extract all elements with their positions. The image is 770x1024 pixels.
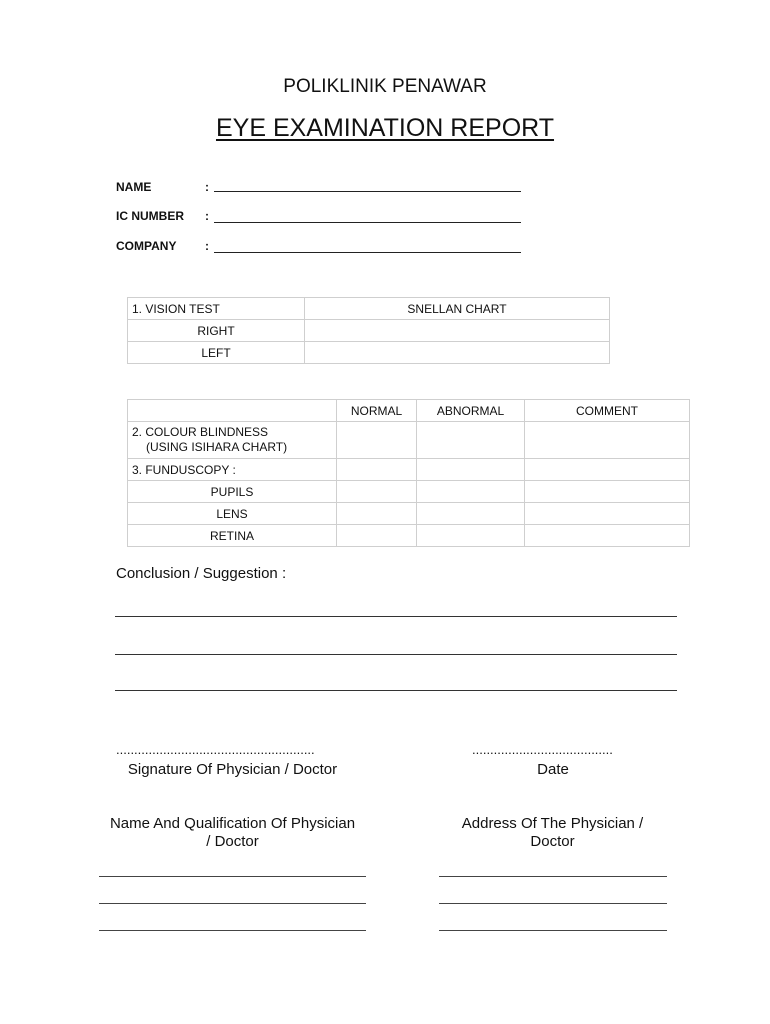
name-qualification-line-c[interactable] [99, 930, 366, 931]
address-label [440, 815, 665, 851]
retina-abnormal-cell[interactable] [417, 525, 525, 547]
retina-label: RETINA [128, 525, 337, 547]
name-qualification-line-a[interactable] [99, 876, 366, 877]
ic-colon: : [205, 209, 209, 223]
normal-header: NORMAL [337, 400, 417, 422]
ic-number-field[interactable] [214, 208, 521, 223]
address-line-c[interactable] [439, 930, 667, 931]
company-label: COMPANY [116, 239, 177, 253]
right-eye-value[interactable] [305, 320, 610, 342]
colour-blindness-title: 2. COLOUR BLINDNESS [132, 425, 269, 439]
date-dotted-line[interactable]: ....................................... [472, 742, 613, 757]
conclusion-label: Conclusion / Suggestion : [116, 565, 287, 582]
conclusion-line-2[interactable] [115, 654, 677, 655]
exam-table [127, 399, 690, 547]
pupils-normal-cell[interactable] [337, 481, 417, 503]
exam-header-blank [128, 400, 337, 422]
vision-test-table [127, 297, 610, 364]
pupils-abnormal-cell[interactable] [417, 481, 525, 503]
pupils-label: PUPILS [128, 481, 337, 503]
date-label: Date [537, 761, 569, 778]
name-qualification-line-b[interactable] [99, 903, 366, 904]
funduscopy-normal-cell[interactable] [337, 459, 417, 481]
colour-comment-cell[interactable] [525, 422, 690, 459]
lens-comment-cell[interactable] [525, 503, 690, 525]
ic-label: IC NUMBER [116, 209, 184, 223]
colour-abnormal-cell[interactable] [417, 422, 525, 459]
clinic-name: POLIKLINIK PENAWAR [283, 76, 487, 97]
left-eye-value[interactable] [305, 342, 610, 364]
signature-dotted-line[interactable]: ....................................................... [116, 742, 315, 757]
colour-blindness-subtitle: (USING ISIHARA CHART) [146, 440, 288, 454]
address-line-2: Doctor [530, 833, 575, 850]
name-field[interactable] [214, 178, 521, 192]
funduscopy-abnormal-cell[interactable] [417, 459, 525, 481]
snellan-chart-header: SNELLAN CHART [305, 298, 610, 320]
comment-header: COMMENT [525, 400, 690, 422]
address-line-b[interactable] [439, 903, 667, 904]
conclusion-line-3[interactable] [115, 690, 677, 691]
name-qualification-line-1: Name And Qualification Of Physician [109, 815, 356, 832]
lens-label: LENS [128, 503, 337, 525]
vision-test-header: 1. VISION TEST [128, 298, 305, 320]
lens-abnormal-cell[interactable] [417, 503, 525, 525]
right-eye-label: RIGHT [128, 320, 305, 342]
physician-signature-label: Signature Of Physician / Doctor [127, 761, 338, 778]
funduscopy-comment-cell[interactable] [525, 459, 690, 481]
abnormal-header: ABNORMAL [417, 400, 525, 422]
name-label: NAME [116, 180, 152, 194]
company-field[interactable] [214, 238, 521, 253]
retina-comment-cell[interactable] [525, 525, 690, 547]
name-qualification-line-2: / Doctor [206, 833, 259, 850]
colour-normal-cell[interactable] [337, 422, 417, 459]
address-line-1: Address Of The Physician / [461, 815, 644, 832]
funduscopy-label: 3. FUNDUSCOPY : [128, 459, 337, 481]
conclusion-line-1[interactable] [115, 616, 677, 617]
report-title: EYE EXAMINATION REPORT [215, 114, 555, 142]
name-colon: : [205, 180, 209, 194]
pupils-comment-cell[interactable] [525, 481, 690, 503]
address-line-a[interactable] [439, 876, 667, 877]
colour-blindness-label [128, 422, 337, 459]
lens-normal-cell[interactable] [337, 503, 417, 525]
retina-normal-cell[interactable] [337, 525, 417, 547]
name-qualification-label [95, 815, 370, 851]
company-colon: : [205, 239, 209, 253]
left-eye-label: LEFT [128, 342, 305, 364]
